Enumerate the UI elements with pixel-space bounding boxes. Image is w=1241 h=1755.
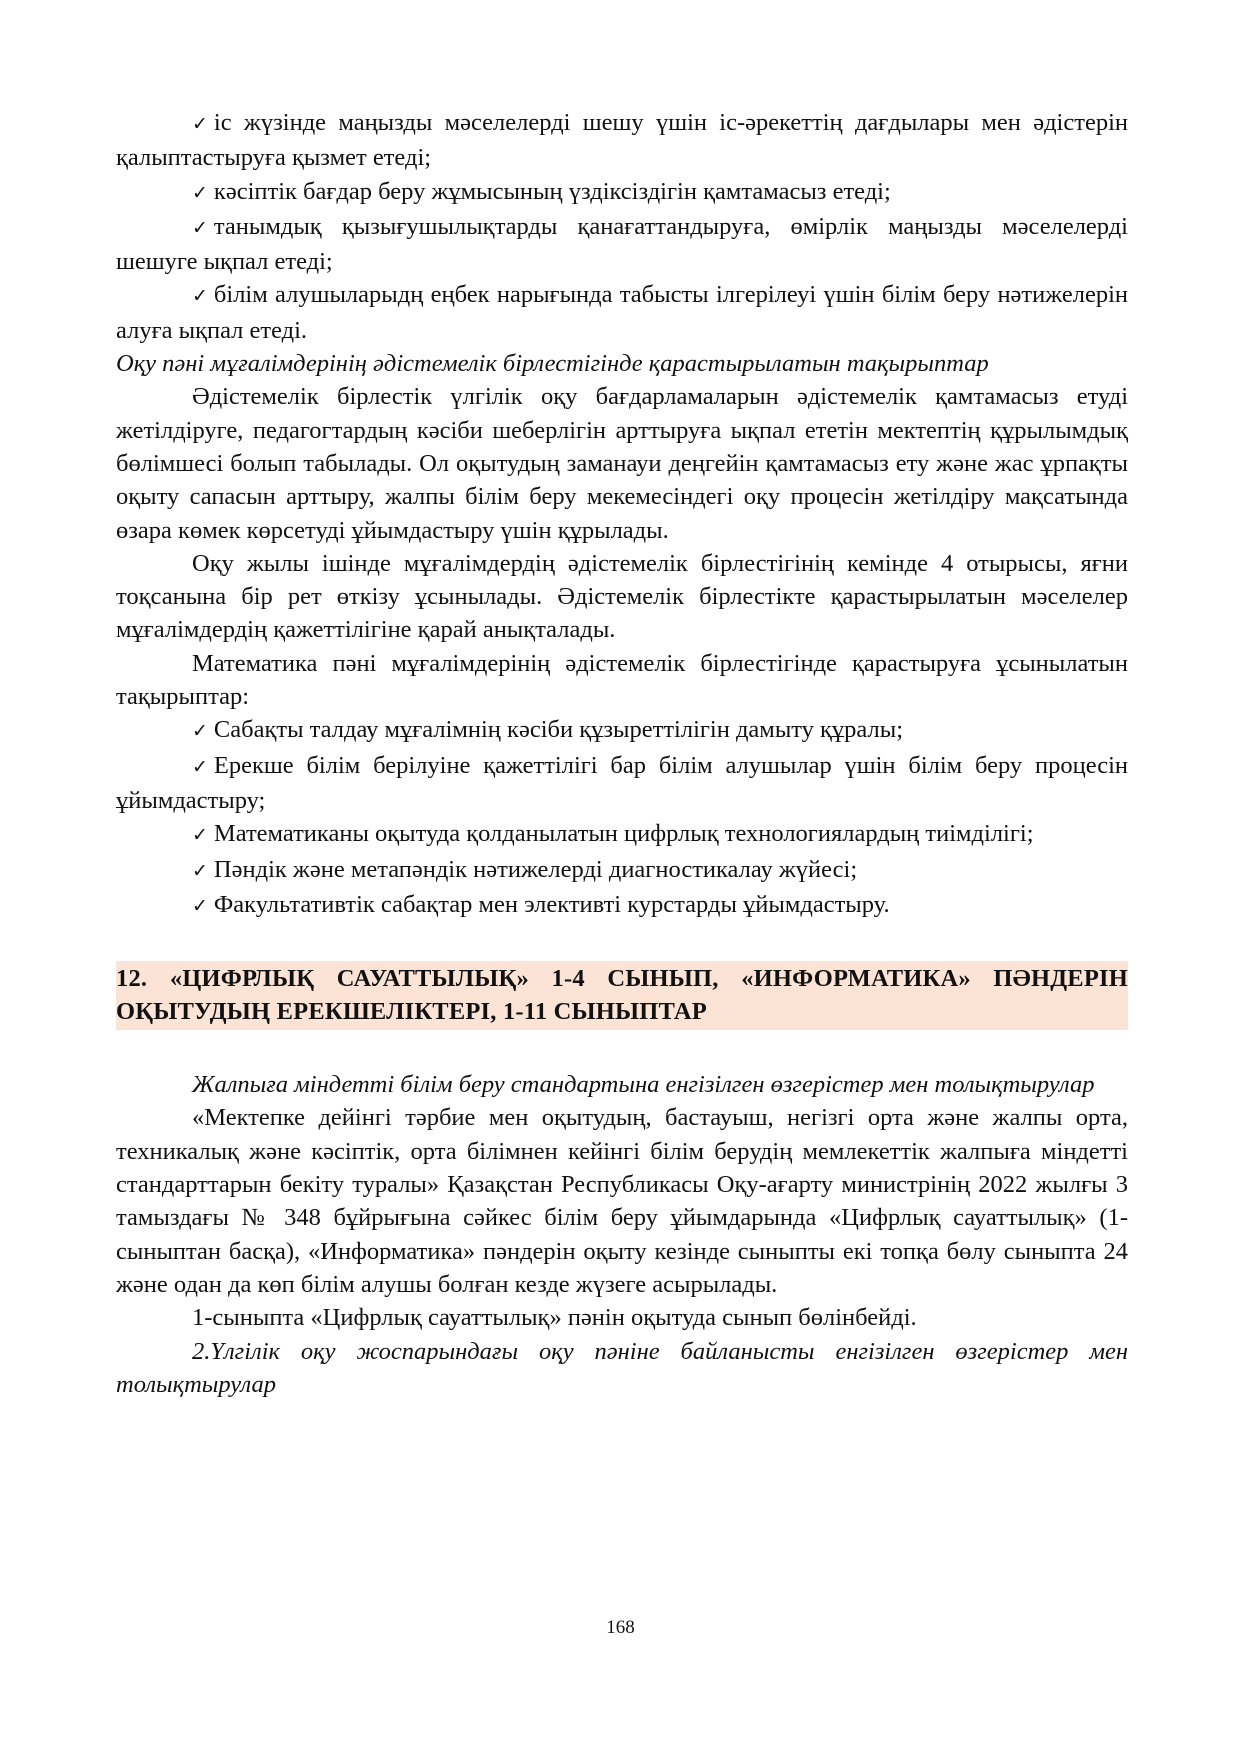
checkmark-icon: ✓ [192, 181, 208, 204]
checkmark-icon: ✓ [192, 894, 208, 917]
checkmark-icon: ✓ [192, 859, 208, 882]
bullet-item [116, 278, 1128, 347]
section-heading: 12. «ЦИФРЛЫҚ САУАТТЫЛЫҚ» 1-4 СЫНЫП, «ИНФОРМАТИКА» ПӘНДЕРІН ОҚЫТУДЫҢ ЕРЕКШЕЛІКТЕРІ, 1-11 СЫНЫПТАР [116, 961, 1128, 1030]
bullet-text: Сабақты талдау мұғалімнің кәсіби құзыреттілігін дамыту құралы; [213, 716, 904, 744]
checkmark-icon: ✓ [192, 824, 208, 847]
bullet-text: Факультативтік сабақтар мен элективті курстарды ұйымдастыру. [213, 890, 890, 918]
paragraph: 1-сыныпта «Цифрлық сауаттылық» пәнін оқытуда сынып бөлінбейді. [192, 1304, 917, 1332]
bullet-item [116, 106, 1128, 175]
subsection-title: 2.Үлгілік оқу жоспарындағы оқу пәніне байланысты енгізілген өзгерістер мен толықтырулар [116, 1337, 1128, 1398]
bullet-text: Пәндік және метапәндік нәтижелерді диагностикалау жүйесі; [213, 855, 858, 883]
bullet-text: танымдық қызығушылықтарды қанағаттандыруға, өмірлік маңызды мәселелерді шешуге ықпал етеді; [116, 212, 1128, 276]
bullet-text: Математиканы оқытуда қолданылатын цифрлық технологиялардың тиімділігі; [213, 820, 1034, 848]
paragraph: «Мектепке дейінгі тәрбие мен оқытудың, бастауыш, негізгі орта және жалпы орта, техникалық және кәсіптік, орта білімнен кейінгі білім берудің мемлекеттік жалпыға міндетті стандарттарын бекіту туралы» Қазақстан Республикасы Оқу-ағарту министрінің 2022 жылғы 3 тамыздағы № 348 бұйрығына сәйкес білім беру ұйымдарында «Цифрлық сауаттылық» (1-сыныптан басқа), «Информатика» пәндерін оқыту кезінде сыныпты екі топқа бөлу сыныпта 24 және одан да көп білім алушы болған кезде жүзеге асырылады. [116, 1104, 1128, 1298]
bullet-text: білім алушыларыдң еңбек нарығында табысты ілгерілеуі үшін білім беру нәтижелерін алуға ықпал етеді. [116, 281, 1128, 344]
bullet-item [116, 888, 1128, 923]
bullet-item [116, 817, 1128, 852]
bullet-item [116, 175, 1128, 210]
checkmark-icon: ✓ [192, 755, 208, 778]
paragraph: Математика пәні мұғалімдерінің әдістемелік бірлестігінде қарастыруға ұсынылатын тақырыптар: [116, 649, 1128, 711]
subsection-title: Жалпыға міндетті білім беру стандартына енгізілген өзгерістер мен толықтырулар [192, 1071, 1095, 1099]
top-content [116, 106, 1128, 923]
checkmark-icon: ✓ [192, 216, 208, 239]
bullet-text: іс жүзінде маңызды мәселелерді шешу үшін іс-әрекеттің дағдылары мен әдістерін қалыптастыруға қызмет етеді; [116, 109, 1128, 172]
checkmark-icon: ✓ [192, 113, 208, 135]
bullet-item [116, 749, 1128, 818]
page-number: 168 [606, 1617, 635, 1638]
bullet-item [116, 853, 1128, 888]
spacer [116, 1030, 1128, 1068]
paragraph: Оқу жылы ішінде мұғалімдердің әдістемелік бірлестігінің кемінде 4 отырысы, яғни тоқсанына бір рет өткізу ұсынылады. Әдістемелік бірлестікте қарастырылатын мәселелер мұғалімдердің қажеттілігіне қарай анықталады. [116, 549, 1128, 644]
paragraph: Әдістемелік бірлестік үлгілік оқу бағдарламаларын әдістемелік қамтамасыз етуді жетілдіруге, педагогтардың кәсіби шеберлігін арттыруға ықпал ететін мектептің құрылымдық бөлімшесі болып табылады. Ол оқытудың заманауи деңгейін қамтамасыз ету және жас ұрпақты оқыту сапасын арттыру, жалпы білім беру мекемесіндегі оқу процесін жетілдіру мақсатында өзара көмек көрсетуді ұйымдастыру үшін құрылады. [116, 383, 1128, 544]
checkmark-icon: ✓ [192, 285, 208, 308]
subsection-title: Оқу пәні мұғалімдерінің әдістемелік бірлестігінде қарастырылатын тақырыптар [116, 350, 989, 378]
bullet-item [116, 713, 1128, 748]
bullet-text: Ерекше білім берілуіне қажеттілігі бар білім алушылар үшін білім беру процесін ұйымдастыру; [116, 751, 1128, 814]
bottom-content [116, 1068, 1128, 1401]
bullet-item [116, 210, 1128, 279]
checkmark-icon: ✓ [192, 720, 208, 743]
bullet-text: кәсіптік бағдар беру жұмысының үздіксіздігін қамтамасыз етеді; [213, 177, 891, 205]
document-page [116, 106, 1128, 1401]
